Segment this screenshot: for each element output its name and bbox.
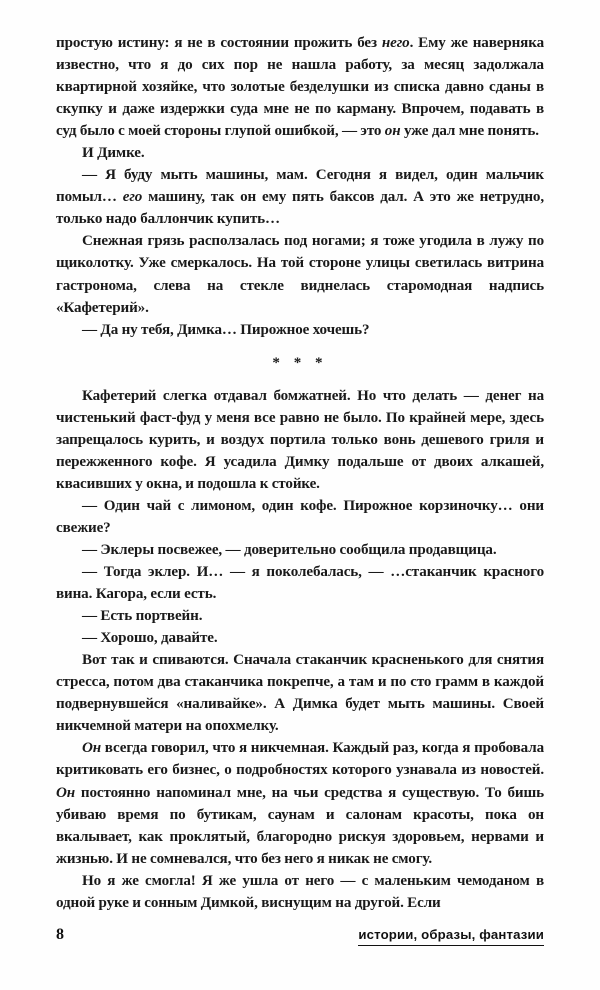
paragraph: — Хорошо, давайте. (82, 630, 218, 647)
paragraph: — Да ну тебя, Димка… Пирожное хочешь? (82, 321, 370, 338)
paragraph-group-after-separator (56, 385, 544, 914)
paragraph: Вот так и спиваются. Сначала стаканчик красненького для снятия стресса, потом два стаканчика покрепче, а там и по сто грамм в каждой подвернувшейся «наливайке». А Димка будет мыть машины. Своей никчемной матери на опохмелку. (56, 652, 544, 735)
paragraph: — Есть портвейн. (82, 608, 203, 625)
paragraph: простую истину: я не в состоянии прожить без него. Ему же наверняка известно, что я до сих пор не нашла работу, за месяц задолжала квартирной хозяйке, что золотые безделушки из списка давно сданы в скупку и даже издержки суда мне не по карману. Впрочем, подавать в суд было с моей стороны глупой ошибкой, — это он уже дал мне понять. (56, 35, 544, 140)
paragraph: — Тогда эклер. И… — я поколебалась, — …стаканчик красного вина. Кагора, если есть. (56, 564, 544, 603)
page-footer (56, 925, 544, 955)
paragraph: — Один чай с лимоном, один кофе. Пирожное корзиночку… они свежие? (56, 497, 544, 536)
emphasis-text: он (384, 123, 401, 140)
paragraph: Снежная грязь расползалась под ногами; я тоже угодила в лужу по щиколотку. Уже смеркалось. На той стороне улицы светилась витрина гастронома, слева на стекле виднелась старомодная надпись «Кафетерий». (56, 233, 544, 316)
emphasis-text: Он (56, 784, 76, 801)
paragraph: Кафетерий слегка отдавал бомжатней. Но что делать — денег на чистенький фаст-фуд у меня все равно не было. По крайней мере, здесь запрещалось курить, и воздух портила только вонь дешевого гриля и пережженного кофе. Я усадила Димку подальше от двоих алкашей, квасивших у окна, и подошла к стойке. (56, 387, 544, 492)
emphasis-text: Он (82, 740, 102, 757)
running-head: истории, образы, фантазии (358, 926, 544, 946)
paragraph: Но я же смогла! Я же ушла от него — с маленьким чемоданом в одной руке и сонным Димкой, виснущим на другой. Если (56, 872, 544, 911)
scene-separator: * * * (272, 354, 328, 371)
paragraph: — Эклеры посвежее, — доверительно сообщила продавщица. (82, 541, 497, 558)
emphasis-text: его (122, 189, 143, 206)
emphasis-text: него (381, 35, 410, 51)
paragraph-group-before-separator (56, 32, 544, 341)
page-text-block (56, 32, 544, 914)
paragraph: И Димке. (82, 145, 145, 162)
page-number: 8 (56, 926, 64, 943)
paragraph: Он всегда говорил, что я никчемная. Каждый раз, когда я пробовала критиковать его бизнес, о подробностях которого узнавала из новостей. Он постоянно напоминал мне, на чьи средства я существую. То бишь убиваю время по бутикам, саунам и салонам красоты, пока он вкалывает, как проклятый, благородно рискуя здоровьем, нервами и жизнью. И не сомневался, что без него я никак не смогу. (56, 740, 544, 867)
paragraph: — Я буду мыть машины, мам. Сегодня я видел, один мальчик помыл… его машину, так он ему пять баксов дал. А это же нетрудно, только надо баллончик купить… (56, 167, 544, 228)
